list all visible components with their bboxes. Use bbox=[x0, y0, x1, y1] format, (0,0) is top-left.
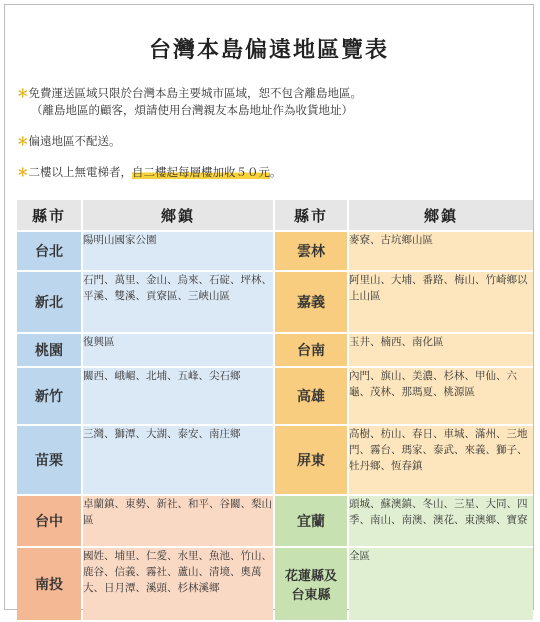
towns-cell: 頭城、蘇澳鎮、冬山、三星、大同、四季、南山、南澳、澳花、東澳鄉、寶寮 bbox=[349, 496, 533, 546]
header-town-right: 鄉鎮 bbox=[349, 200, 533, 230]
note-text: 免費運送區域只限於台灣本島主要城市區域，恕不包含離島地區。 bbox=[28, 86, 362, 100]
towns-cell: 關西、峨嵋、北埔、五峰、尖石鄉 bbox=[83, 368, 273, 424]
county-cell: 新竹 bbox=[17, 368, 81, 424]
towns-cell: 陽明山國家公園 bbox=[83, 232, 273, 270]
page-title: 台灣本島偏遠地區覽表 bbox=[141, 33, 397, 64]
county-cell: 台南 bbox=[275, 334, 347, 366]
remote-areas-table bbox=[15, 198, 535, 622]
towns-cell: 全區 bbox=[349, 548, 533, 620]
towns-cell: 阿里山、大埔、番路、梅山、竹崎鄉以上山區 bbox=[349, 272, 533, 332]
county-cell: 南投 bbox=[17, 548, 81, 620]
header-county-right: 縣市 bbox=[275, 200, 347, 230]
county-cell: 雲林 bbox=[275, 232, 347, 270]
towns-cell: 麥寮、古坑鄉山區 bbox=[349, 232, 533, 270]
note-subtext: （離島地區的顧客，煩請使用台灣親友本島地址作為收貨地址） bbox=[31, 103, 353, 117]
towns-cell: 復興區 bbox=[83, 334, 273, 366]
note-3 bbox=[17, 164, 527, 181]
note-tail: 。 bbox=[270, 165, 282, 179]
table-row bbox=[17, 496, 533, 546]
note-text: 偏遠地區不配送。 bbox=[28, 134, 121, 148]
towns-cell: 內門、旗山、美濃、杉林、甲仙、六龜、茂林、那瑪夏、桃源區 bbox=[349, 368, 533, 424]
county-cell: 屏東 bbox=[275, 426, 347, 494]
header-town-left: 鄉鎮 bbox=[83, 200, 273, 230]
remote-areas-card bbox=[4, 4, 534, 610]
county-cell: 宜蘭 bbox=[275, 496, 347, 546]
table-row bbox=[17, 334, 533, 366]
note-1 bbox=[17, 85, 527, 119]
towns-cell: 三灣、獅潭、大湖、泰安、南庄鄉 bbox=[83, 426, 273, 494]
towns-cell: 高樹、枋山、春日、車城、滿州、三地門、霧台、瑪家、泰武、來義、獅子、牡丹鄉、恆春鎮 bbox=[349, 426, 533, 494]
note-highlight: 自二樓起每層樓加收５０元 bbox=[132, 165, 270, 179]
towns-cell: 卓蘭鎮、東勢、新社、和平、谷關、梨山區 bbox=[83, 496, 273, 546]
table-row bbox=[17, 426, 533, 494]
table-header-row bbox=[17, 200, 533, 230]
county-cell: 高雄 bbox=[275, 368, 347, 424]
notes-section bbox=[17, 85, 527, 195]
star-icon: ＊ bbox=[17, 134, 29, 148]
table-row bbox=[17, 232, 533, 270]
star-icon: ＊ bbox=[17, 86, 29, 100]
table-row bbox=[17, 272, 533, 332]
note-2 bbox=[17, 133, 527, 150]
star-icon: ＊ bbox=[17, 165, 29, 179]
county-cell: 嘉義 bbox=[275, 272, 347, 332]
towns-cell: 石門、萬里、金山、烏來、石碇、坪林、平溪、雙溪、貢寮區、三峽山區 bbox=[83, 272, 273, 332]
table-row bbox=[17, 548, 533, 620]
header-county-left: 縣市 bbox=[17, 200, 81, 230]
table-row bbox=[17, 368, 533, 424]
county-cell: 台中 bbox=[17, 496, 81, 546]
county-cell: 桃園 bbox=[17, 334, 81, 366]
note-text: 二樓以上無電梯者， bbox=[28, 165, 132, 179]
towns-cell: 玉井、楠西、南化區 bbox=[349, 334, 533, 366]
towns-cell: 國姓、埔里、仁愛、水里、魚池、竹山、鹿谷、信義、霧社、蘆山、清境、奧萬大、日月潭、溪頭、杉林溪鄉 bbox=[83, 548, 273, 620]
title-area bbox=[5, 33, 533, 64]
county-cell: 台北 bbox=[17, 232, 81, 270]
county-cell: 花蓮縣及台東縣 bbox=[275, 548, 347, 620]
county-cell: 苗栗 bbox=[17, 426, 81, 494]
county-cell: 新北 bbox=[17, 272, 81, 332]
